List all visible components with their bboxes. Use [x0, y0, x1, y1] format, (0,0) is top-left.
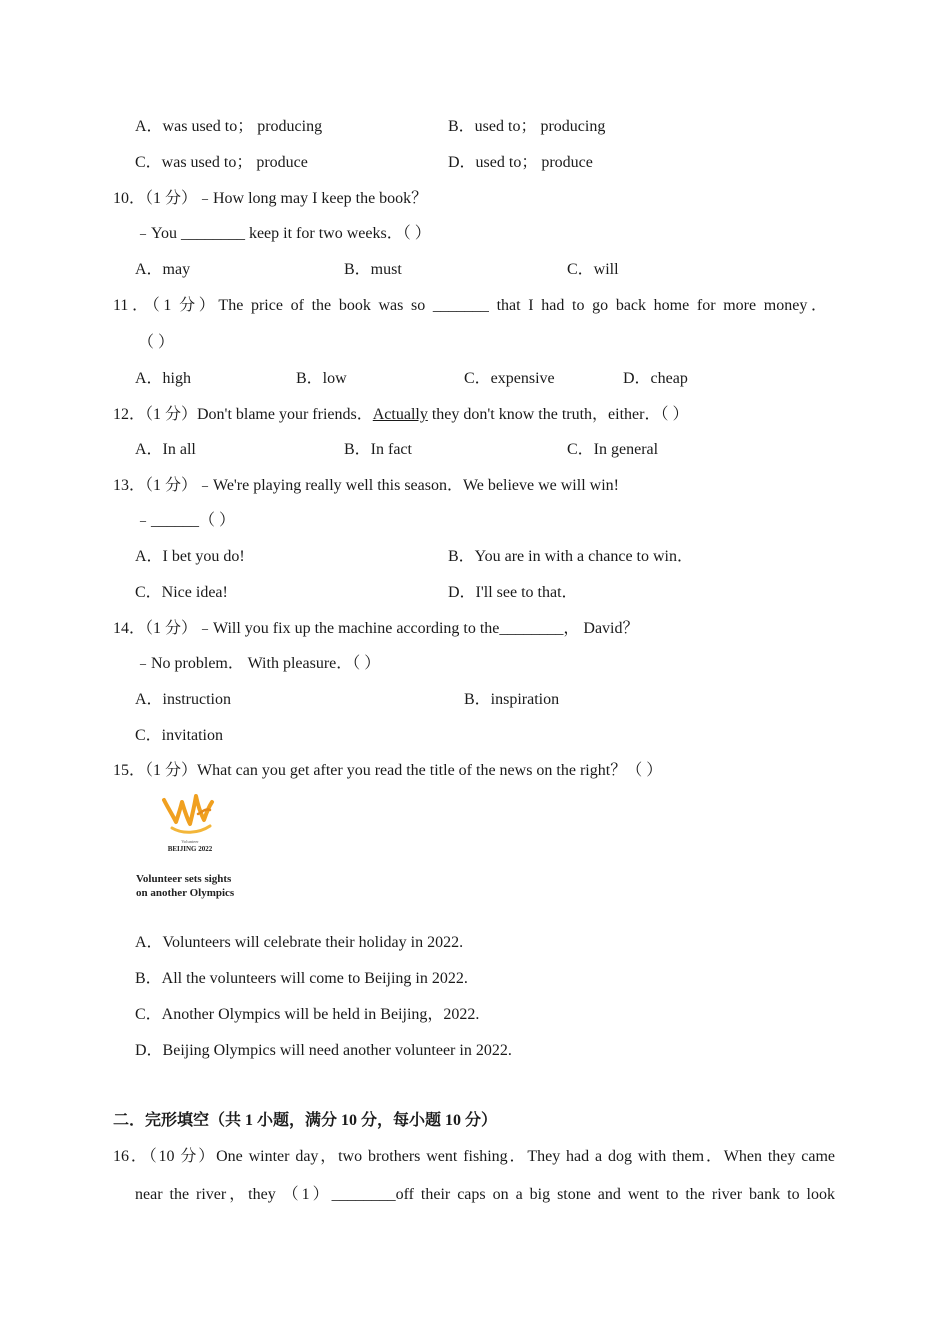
q14-option-b[interactable]: B．inspiration [464, 691, 560, 708]
q14-line2: ﹣No problem． With pleasure．（ ） [135, 655, 381, 672]
q11-option-c[interactable]: C．expensive [464, 370, 555, 387]
q14-stem: 14．（1 分）﹣Will you fix up the machine according to the________， David？ [113, 620, 639, 637]
q15-option-b[interactable]: B．All the volunteers will come to Beijing in 2022. [135, 970, 468, 987]
section-2-heading: 二．完形填空（共 1 小题，满分 10 分，每小题 10 分） [113, 1112, 498, 1129]
q11-option-b[interactable]: B．low [296, 370, 347, 387]
q14-option-c[interactable]: C．invitation [135, 727, 224, 744]
q13-stem: 13．（1 分）﹣We're playing really well this season．We believe we will win! [113, 477, 619, 494]
q12-option-a[interactable]: A．In all [135, 441, 196, 458]
q12-stem [113, 405, 688, 425]
q10-line2: ﹣You ________ keep it for two weeks．（ ） [135, 225, 431, 242]
news-headline-line-2: on another Olympics [136, 887, 235, 899]
q12-stem-pre: 12．（1 分）Don't blame your friends． [113, 406, 373, 423]
q10-option-b[interactable]: B．must [344, 261, 402, 278]
q16-line-1: 16．（10 分）One winter day，two brothers went fishing．They had a dog with them．When they came [113, 1148, 835, 1165]
q13-option-d[interactable]: D．I'll see to that． [448, 584, 578, 601]
q14-option-a[interactable]: A．instruction [135, 691, 231, 708]
q10-option-a[interactable]: A．may [135, 261, 191, 278]
q15-option-a[interactable]: A．Volunteers will celebrate their holiday in 2022. [135, 934, 464, 951]
q10-stem: 10．（1 分）﹣How long may I keep the book？ [113, 190, 428, 207]
q13-line2: ﹣______（ ） [135, 512, 236, 529]
beijing-2022-volunteer-logo [158, 792, 222, 854]
news-headline-line-1: Volunteer sets sights [136, 873, 232, 885]
q13-option-b[interactable]: B．You are in with a chance to win． [448, 548, 694, 565]
logo-volunteer-text: Volunteer [181, 839, 199, 844]
q9-option-a[interactable]: A．was used to； producing [135, 118, 323, 135]
q11-paren: （ ） [138, 334, 175, 351]
q11-option-a[interactable]: A．high [135, 370, 192, 387]
q12-option-c[interactable]: C．In general [567, 441, 659, 458]
q9-option-d[interactable]: D．used to； produce [448, 154, 593, 171]
q11-stem: 11．（1 分）The price of the book was so _______ that I had to go back home for more money． [113, 297, 827, 314]
q9-option-c[interactable]: C．was used to； produce [135, 154, 308, 171]
q15-option-d[interactable]: D．Beijing Olympics will need another volunteer in 2022. [135, 1042, 512, 1059]
q15-option-c[interactable]: C．Another Olympics will be held in Beijing，2022. [135, 1006, 480, 1023]
q12-stem-post: they don't know the truth，either．（ ） [427, 406, 689, 423]
q13-option-a[interactable]: A．I bet you do! [135, 548, 245, 565]
q13-option-c[interactable]: C．Nice idea! [135, 584, 228, 601]
q9-option-b[interactable]: B．used to； producing [448, 118, 606, 135]
volunteer-emblem-icon [164, 796, 212, 832]
q16-line-2: near the river，they （1）________off their caps on a big stone and went to the river bank to look [135, 1186, 835, 1203]
q11-option-d[interactable]: D．cheap [623, 370, 688, 387]
q15-stem: 15．（1 分）What can you get after you read the title of the news on the right？（ ） [113, 762, 663, 779]
q12-underlined-word: Actually [372, 406, 428, 423]
q10-option-c[interactable]: C．will [567, 261, 619, 278]
q12-option-b[interactable]: B．In fact [344, 441, 412, 458]
logo-beijing-2022-text: BEIJING 2022 [167, 845, 213, 853]
news-headline-caption [136, 872, 234, 900]
